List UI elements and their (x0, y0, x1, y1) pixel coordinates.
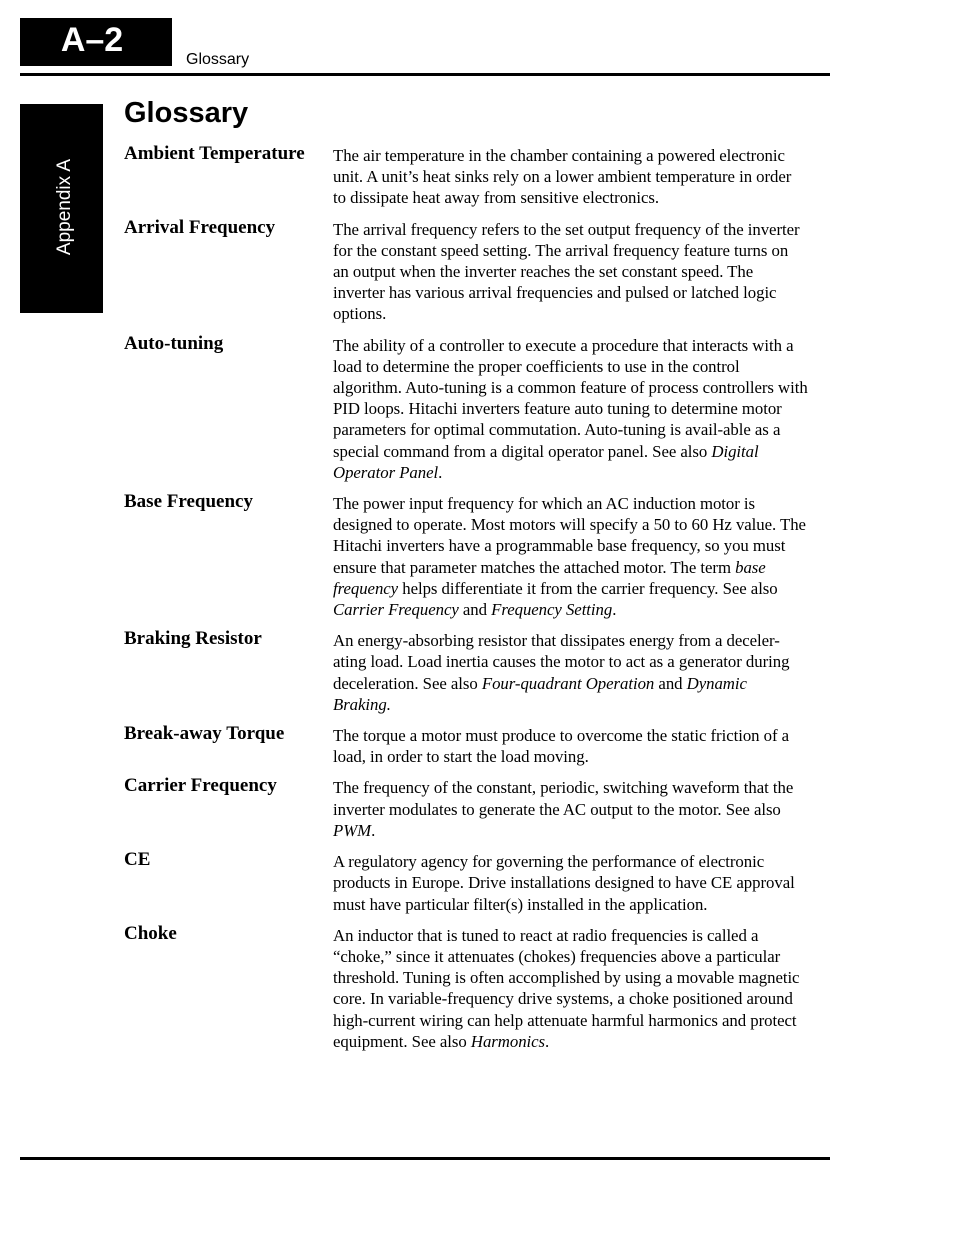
appendix-side-tab-label: Appendix A (54, 158, 75, 256)
glossary-definition (333, 851, 808, 915)
glossary-definition (333, 725, 808, 767)
definition-text: . (371, 820, 376, 840)
glossary-definition (333, 493, 808, 620)
glossary-entry (124, 723, 814, 767)
definition-text: An energy-absorbing resistor that dissipates energy from a deceler-ating load. Load inertia causes the motor to act as a generator during deceleration. See also (333, 631, 790, 693)
cross-reference-text: Dynamic Braking. (333, 673, 747, 714)
glossary-term: Break-away Torque (124, 723, 285, 745)
page-number-tab (20, 18, 172, 66)
definition-text: and (654, 673, 687, 693)
definition-text: The torque a motor must produce to overcome the static friction of a load, in order to start the load moving. (333, 726, 790, 767)
page-number: A–2 (60, 21, 124, 59)
glossary-term: Braking Resistor (124, 628, 262, 650)
glossary-entry (124, 628, 814, 715)
glossary-term: CE (124, 849, 151, 871)
definition-text: A regulatory agency for governing the performance of electronic products in Europe. Drive installations designed to have CE approval must have particular filter(s) installed in the application. (333, 852, 795, 914)
glossary-term: Choke (124, 922, 177, 944)
definition-text: The frequency of the constant, periodic, switching waveform that the inverter modulates to generate the AC output to the motor. See also (333, 778, 794, 819)
definition-text: The arrival frequency refers to the set output frequency of the inverter for the constant speed setting. The arrival frequency feature turns on an output when the inverter reaches the set constant speed. The inverter has various arrival frequencies and pulsed or latched logic options. (333, 219, 800, 324)
header-rule (20, 73, 830, 76)
cross-reference-text: Frequency Setting (491, 600, 613, 620)
glossary-entry (124, 491, 814, 620)
glossary-term: Base Frequency (124, 491, 253, 513)
glossary-definition (333, 777, 808, 841)
glossary-entry (124, 849, 814, 915)
glossary-entry (124, 217, 814, 325)
definition-text: . (612, 600, 617, 620)
glossary-entry (124, 143, 814, 209)
definition-text: An inductor that is tuned to react at radio frequencies is called a “choke,” since it attenuates (chokes) frequencies above a particular threshold. Tuning is often accomplished by using a movable magnetic core. In variable-frequency drive systems, a choke positioned around high-current wiring can help attenuate harmful harmonics and protect equipment. See also (333, 925, 800, 1051)
footer-rule (20, 1157, 830, 1160)
cross-reference-text: Four-quadrant Operation (481, 673, 655, 693)
glossary-term: Auto-tuning (124, 332, 224, 354)
glossary-entry (124, 775, 814, 841)
glossary-entry (124, 333, 814, 483)
cross-reference-text: PWM (333, 820, 372, 840)
cross-reference-text: Digital Operator Panel (333, 441, 759, 482)
definition-text: The power input frequency for which an AC induction motor is designed to operate. Most motors will specify a 50 to 60 Hz value. The Hitachi inverters have a programmable base frequency, so you must ensure that parameter matches the attached motor. The term (333, 494, 806, 577)
running-header: Glossary (186, 51, 250, 68)
glossary-definition (333, 145, 808, 209)
glossary-term: Carrier Frequency (124, 775, 277, 797)
glossary-entries (124, 143, 814, 1060)
definition-text: and (458, 600, 492, 620)
glossary-definition (333, 925, 808, 1052)
cross-reference-text: base frequency (333, 557, 766, 598)
glossary-entry (124, 923, 814, 1052)
glossary-term: Arrival Frequency (124, 216, 276, 238)
definition-text: . (438, 462, 443, 482)
cross-reference-text: Harmonics (470, 1031, 546, 1051)
glossary-definition (333, 630, 808, 715)
page-title: Glossary (124, 97, 249, 129)
definition-text: . (545, 1031, 550, 1051)
definition-text: helps differentiate it from the carrier frequency. See also (398, 578, 778, 598)
glossary-definition (333, 219, 808, 325)
glossary-term: Ambient Temperature (124, 143, 305, 164)
definition-text: The air temperature in the chamber containing a powered electronic unit. A unit’s heat sinks rely on a lower ambient temperature in order to dissipate heat away from sensitive electronics. (333, 146, 792, 208)
definition-text: The ability of a controller to execute a procedure that interacts with a load to determine the proper coefficients to use in the control algorithm. Auto-tuning is a common feature of process controllers with PID loops. Hitachi inverters feature auto tuning to determine motor parameters for optimal commutation. Auto-tuning is avail-able as a special command from a digital operator panel. See also (333, 335, 808, 461)
glossary-definition (333, 335, 808, 483)
cross-reference-text: Carrier Frequency (333, 600, 459, 620)
